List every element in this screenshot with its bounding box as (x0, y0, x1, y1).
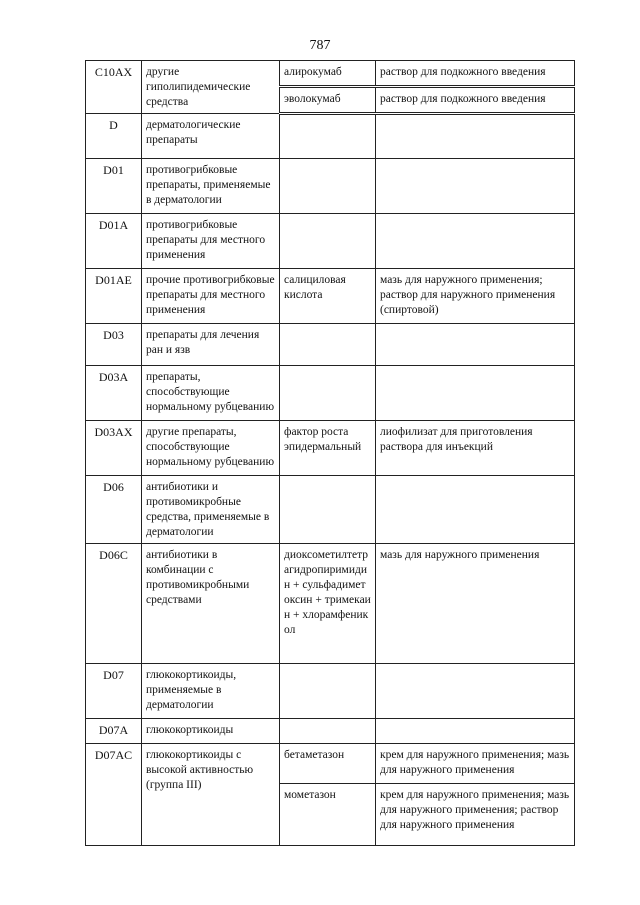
dosage-form: крем для наружного применения; мазь для наружного применения; раствор для наружного применения (376, 784, 575, 846)
drug-name (280, 114, 376, 159)
atc-code: D07AC (86, 744, 142, 846)
group-name: антибиотики и противомикробные средства, применяемые в дерматологии (142, 476, 280, 544)
group-name: противогрибковые препараты для местного применения (142, 214, 280, 269)
dosage-form (376, 719, 575, 744)
atc-code: D01AE (86, 269, 142, 324)
drug-name (280, 476, 376, 544)
drug-name (280, 366, 376, 421)
atc-code: C10AX (86, 61, 142, 114)
group-name: антибиотики в комбинации с противомикробными средствами (142, 544, 280, 664)
table-row (86, 544, 575, 664)
dosage-form (376, 366, 575, 421)
table-row (86, 269, 575, 324)
atc-code: D06 (86, 476, 142, 544)
dosage-form: мазь для наружного применения; раствор для наружного применения (спиртовой) (376, 269, 575, 324)
drug-name: алирокумаб (280, 61, 376, 87)
drug-name (280, 719, 376, 744)
drug-name: фактор роста эпидермальный (280, 421, 376, 476)
group-name: глюкокортикоиды, применяемые в дерматологии (142, 664, 280, 719)
atc-code: D03 (86, 324, 142, 366)
atc-code: D (86, 114, 142, 159)
drug-name (280, 214, 376, 269)
dosage-form (376, 214, 575, 269)
table-row (86, 719, 575, 744)
dosage-form (376, 159, 575, 214)
dosage-form: раствор для подкожного введения (376, 86, 575, 113)
page-number: 787 (309, 38, 331, 53)
atc-code: D01 (86, 159, 142, 214)
atc-code: D03AX (86, 421, 142, 476)
group-name: другие препараты, способствующие нормальному рубцеванию (142, 421, 280, 476)
drug-name (280, 324, 376, 366)
table-row (86, 214, 575, 269)
group-name: глюкокортикоиды с высокой активностью (группа III) (142, 744, 280, 846)
dosage-form (376, 324, 575, 366)
group-name: дерматологические препараты (142, 114, 280, 159)
dosage-form (376, 114, 575, 159)
dosage-form: мазь для наружного применения (376, 544, 575, 664)
table-row (86, 366, 575, 421)
drug-name: салициловая кислота (280, 269, 376, 324)
drug-name: мометазон (280, 784, 376, 846)
atc-code: D07 (86, 664, 142, 719)
atc-code: D03A (86, 366, 142, 421)
group-name: препараты для лечения ран и язв (142, 324, 280, 366)
medication-table (85, 60, 575, 846)
table-row (86, 324, 575, 366)
drug-name (280, 159, 376, 214)
group-name: препараты, способствующие нормальному рубцеванию (142, 366, 280, 421)
table-row (86, 61, 575, 87)
dosage-form (376, 476, 575, 544)
atc-code: D07A (86, 719, 142, 744)
drug-name: бетаметазон (280, 744, 376, 784)
group-name: другие гиполипидемические средства (142, 61, 280, 114)
group-name: прочие противогрибковые препараты для местного применения (142, 269, 280, 324)
group-name: глюкокортикоиды (142, 719, 280, 744)
drug-name: диоксометилтетрагидропиримидин + сульфадиметоксин + тримекаин + хлорамфеникол (280, 544, 376, 664)
table-row (86, 159, 575, 214)
dosage-form: лиофилизат для приготовления раствора для инъекций (376, 421, 575, 476)
table-row (86, 744, 575, 784)
group-name: противогрибковые препараты, применяемые в дерматологии (142, 159, 280, 214)
dosage-form: крем для наружного применения; мазь для наружного применения (376, 744, 575, 784)
atc-code: D01A (86, 214, 142, 269)
drug-name (280, 664, 376, 719)
dosage-form (376, 664, 575, 719)
table-row (86, 476, 575, 544)
table-row (86, 421, 575, 476)
atc-code: D06C (86, 544, 142, 664)
drug-name: эволокумаб (280, 86, 376, 113)
table-row (86, 664, 575, 719)
dosage-form: раствор для подкожного введения (376, 61, 575, 87)
table-row (86, 114, 575, 159)
